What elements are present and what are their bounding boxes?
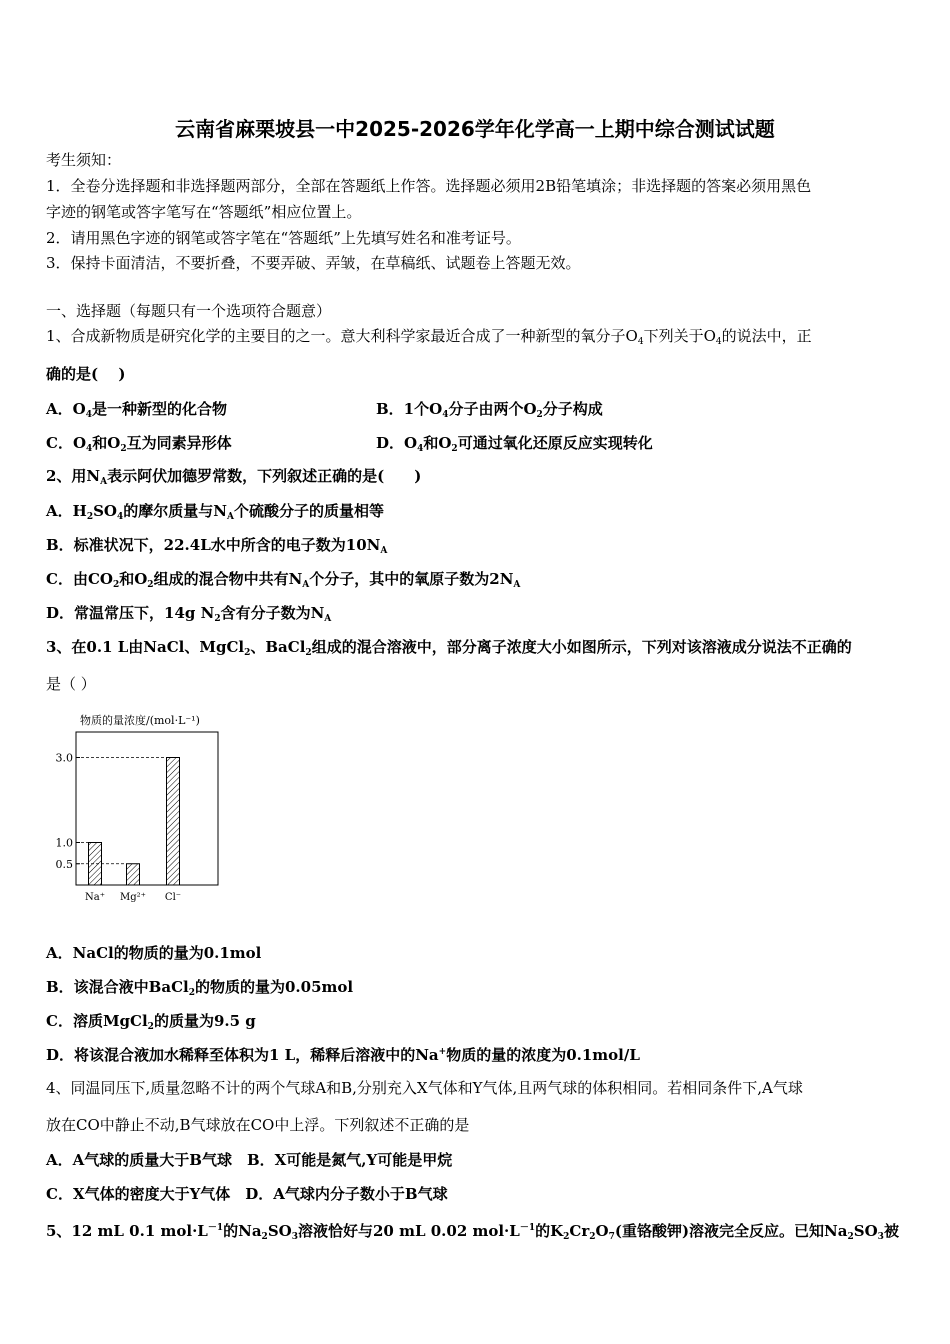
question-5-stem: 5、12 mL 0.1 $mol\cdot L^{-1}$的$Na_2SO_3$溶液恰好与20 mL 0.02 $mol\cdot L^{-1}$的$K_2Cr_2O_7$(重铬酸钾)溶液完全反应。已知$Na_2SO_3$被 [46,1222,899,1242]
bar [127,864,140,885]
bar [89,843,102,886]
q3-option-a[interactable]: A．NaCl的物质的量为0.1mol [46,944,262,962]
notice-item: 3．保持卡面清洁，不要折叠，不要弄破、弄皱，在草稿纸、试题卷上答题无效。 [46,254,581,272]
page-title: 云南省麻栗坡县一中2025-2026学年化学高一上期中综合测试试题 [175,117,775,141]
question-4-stem-cont: 放在CO中静止不动,B气球放在CO中上浮。下列叙述不正确的是 [46,1116,470,1134]
ion-concentration-chart [50,708,230,908]
section-heading: 一、选择题（每题只有一个选项符合题意） [46,302,332,320]
q1-option-b[interactable]: B．1个$O_4$分子由两个$O_2$分子构成 [376,400,603,420]
y-tick-label: 1.0 [55,836,73,850]
notice-item: 字迹的钢笔或答字笔写在“答题纸”相应位置上。 [46,203,362,221]
q1-option-d[interactable]: D．$O_4$和$O_2$可通过氧化还原反应实现转化 [376,434,653,454]
q3-option-c[interactable]: C．溶质MgCl$_2$的质量为9.5 g [46,1012,256,1032]
q4-options-ab[interactable]: A．A气球的质量大于B气球 B．X可能是氮气,Y可能是甲烷 [46,1151,453,1169]
x-tick-label: Cl⁻ [164,892,182,903]
q3-option-d[interactable]: D．将该混合液加水稀释至体积为1 L，稀释后溶液中的Na+物质的量的浓度为0.1mol/L [46,1046,640,1064]
q1-option-c[interactable]: C．$O_4$和$O_2$互为同素异形体 [46,434,232,454]
q3-option-b[interactable]: B．该混合液中BaCl$_2$的物质的量为0.05mol [46,978,354,998]
q2-option-a[interactable]: A．$H_2SO_4$的摩尔质量与$N_A$个硫酸分子的质量相等 [46,502,384,522]
x-tick-label: Mg²⁺ [120,892,146,903]
notice-item: 2．请用黑色字迹的钢笔或答字笔在“答题纸”上先填写姓名和准考证号。 [46,229,521,247]
x-tick-label: Na⁺ [85,892,105,903]
notice-item: 1．全卷分选择题和非选择题两部分，全部在答题纸上作答。选择题必须用2B铅笔填涂；非选择题的答案必须用黑色 [46,177,812,195]
question-3-stem-cont: 是（ ） [46,675,96,693]
question-2-stem: 2、用$N_A$表示阿伏加德罗常数，下列叙述正确的是( ) [46,467,422,487]
question-4-stem: 4、同温同压下,质量忽略不计的两个气球A和B,分别充入X气体和Y气体,且两气球的体积相同。若相同条件下,A气球 [46,1079,803,1097]
q2-option-c[interactable]: C．由$CO_2$和$O_2$组成的混合物中共有$N_A$个分子，其中的氧原子数为$2N_A$ [46,570,521,590]
question-1-stem-cont: 确的是( ) [46,365,126,383]
chart-title: 物质的量浓度/(mol·L⁻¹) [80,714,200,727]
question-1-stem: 1、合成新物质是研究化学的主要目的之一。意大利科学家最近合成了一种新型的氧分子$O_4$下列关于$O_4$的说法中，正 [46,327,812,347]
bar [167,758,180,886]
q1-option-a[interactable]: A．$O_4$是一种新型的化合物 [46,400,227,420]
q2-option-d[interactable]: D．常温常压下，14g $N_2$含有分子数为$N_A$ [46,604,332,624]
notice-heading: 考生须知： [46,151,122,169]
q2-option-b[interactable]: B．标准状况下，22.4L水中所含的电子数为$10N_A$ [46,536,388,556]
q4-options-cd[interactable]: C．X气体的密度大于Y气体 D．A气球内分子数小于B气球 [46,1185,448,1203]
y-tick-label: 0.5 [55,857,73,871]
question-3-stem: 3、在0.1 L由NaCl、MgCl$_2$、BaCl$_2$组成的混合溶液中，部分离子浓度大小如图所示，下列对该溶液成分说法不正确的 [46,638,852,658]
y-tick-label: 3.0 [55,751,73,765]
